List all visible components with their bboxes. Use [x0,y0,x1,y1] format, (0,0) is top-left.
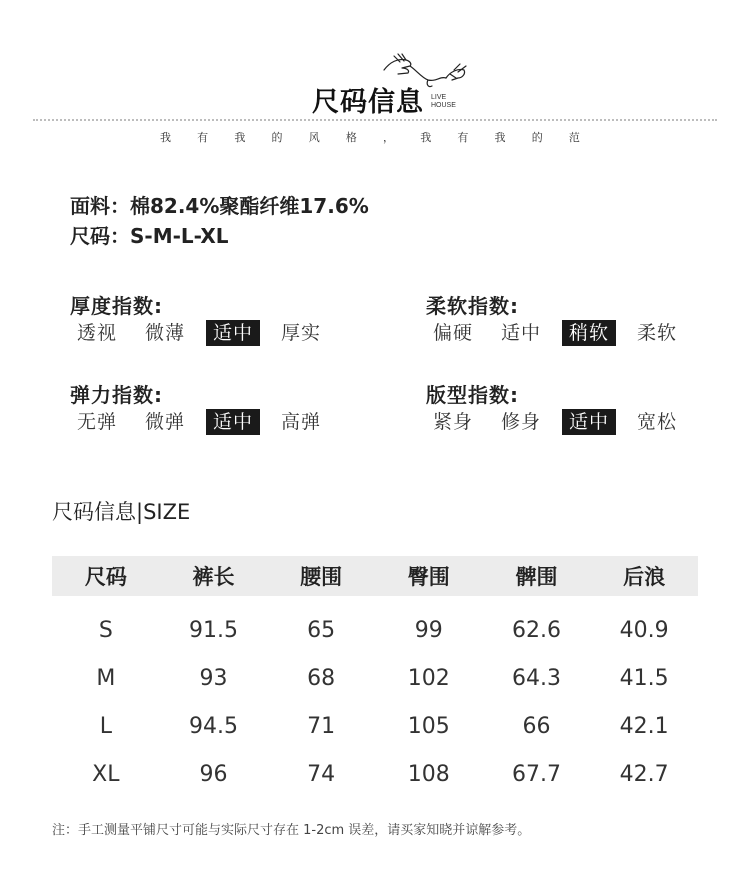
slogan [160,129,580,145]
fit-index-title: 版型指数: [426,383,519,407]
column-header-waist: 腰围 [267,556,375,596]
slogan-char: ， [383,131,395,144]
table-cell: 41.5 [619,665,669,691]
table-cell: 94.5 [188,713,238,739]
header-brand-subtext [431,94,471,110]
table-cell: 67.7 [511,761,561,787]
slogan-char: 我 [234,131,246,144]
table-cell: M [96,665,116,691]
brand-subtext-line-1: LIVE [431,94,447,101]
elasticity-option: 微弹 [145,411,186,433]
softness-option: 适中 [501,322,542,344]
fit-option-selected: 适中 [562,409,616,435]
table-cell: 64.3 [511,665,561,691]
table-row [52,750,698,798]
table-cell: 40.9 [619,617,669,643]
header-title: 尺码信息 [312,87,424,118]
slogan-char: 我 [420,131,432,144]
thickness-option: 透视 [77,322,118,344]
table-cell: 65 [307,617,336,643]
fit-option: 修身 [501,411,542,433]
brand-subtext-line-2: HOUSE [431,102,456,109]
table-cell: 68 [307,665,336,691]
table-cell: 93 [199,665,228,691]
fit-option: 紧身 [433,411,474,433]
table-row [52,596,698,654]
column-header-length: 裤长 [160,556,268,596]
table-cell: 91.5 [188,617,238,643]
column-header-hip: 臀围 [375,556,483,596]
thickness-option: 厚实 [281,322,322,344]
size-table [52,556,698,798]
slogan-char: 有 [197,131,209,144]
elasticity-option-selected: 适中 [206,409,260,435]
table-cell: 71 [307,713,336,739]
table-cell: 105 [407,713,450,739]
material-info: 面料：棉82.4%聚酯纤维17.6% [70,194,369,218]
softness-option-selected: 稍软 [562,320,616,346]
softness-option: 柔软 [637,322,678,344]
elasticity-option: 无弹 [77,411,118,433]
slogan-char: 风 [308,131,320,144]
softness-option: 偏硬 [433,322,474,344]
table-cell: L [99,713,112,739]
table-cell: 102 [407,665,450,691]
table-cell: S [98,617,113,643]
column-header-thigh: 髀围 [483,556,591,596]
slogan-char: 我 [160,131,171,144]
elasticity-index-title: 弹力指数: [70,383,163,407]
table-row [52,702,698,750]
table-cell: 62.6 [511,617,561,643]
slogan-char: 的 [271,131,283,144]
softness-index-options [426,320,698,346]
table-cell: 96 [199,761,228,787]
table-cell: XL [92,761,120,787]
elasticity-option: 高弹 [281,411,322,433]
table-row [52,654,698,702]
table-cell: 74 [307,761,336,787]
measurement-footnote: 注：手工测量平铺尺寸可能与实际尺寸存在 1-2cm 误差，请买家知晓并谅解参考。 [52,823,531,838]
size-range-info: 尺码：S-M-L-XL [70,224,229,248]
softness-index-title: 柔软指数: [426,294,519,318]
table-cell: 42.1 [619,713,669,739]
table-cell: 99 [414,617,443,643]
fit-option: 宽松 [637,411,678,433]
fit-index-options [426,409,698,435]
slogan-char: 有 [457,131,469,144]
column-header-back-rise: 后浪 [590,556,698,596]
table-cell: 66 [522,713,551,739]
thickness-index-title: 厚度指数: [70,294,163,318]
table-header-row [52,556,698,596]
table-cell: 108 [407,761,450,787]
table-cell: 42.7 [619,761,669,787]
slogan-char: 的 [531,131,543,144]
slogan-char: 我 [494,131,506,144]
slogan-char: 格 [345,131,357,144]
size-section-title: 尺码信息|SIZE [52,500,191,524]
thickness-option-selected: 适中 [206,320,260,346]
slogan-char: 范 [568,131,580,144]
dotted-divider [33,119,717,121]
thickness-option: 微薄 [145,322,186,344]
column-header-size: 尺码 [52,556,160,596]
elasticity-index-options [70,409,342,435]
thickness-index-options [70,320,342,346]
